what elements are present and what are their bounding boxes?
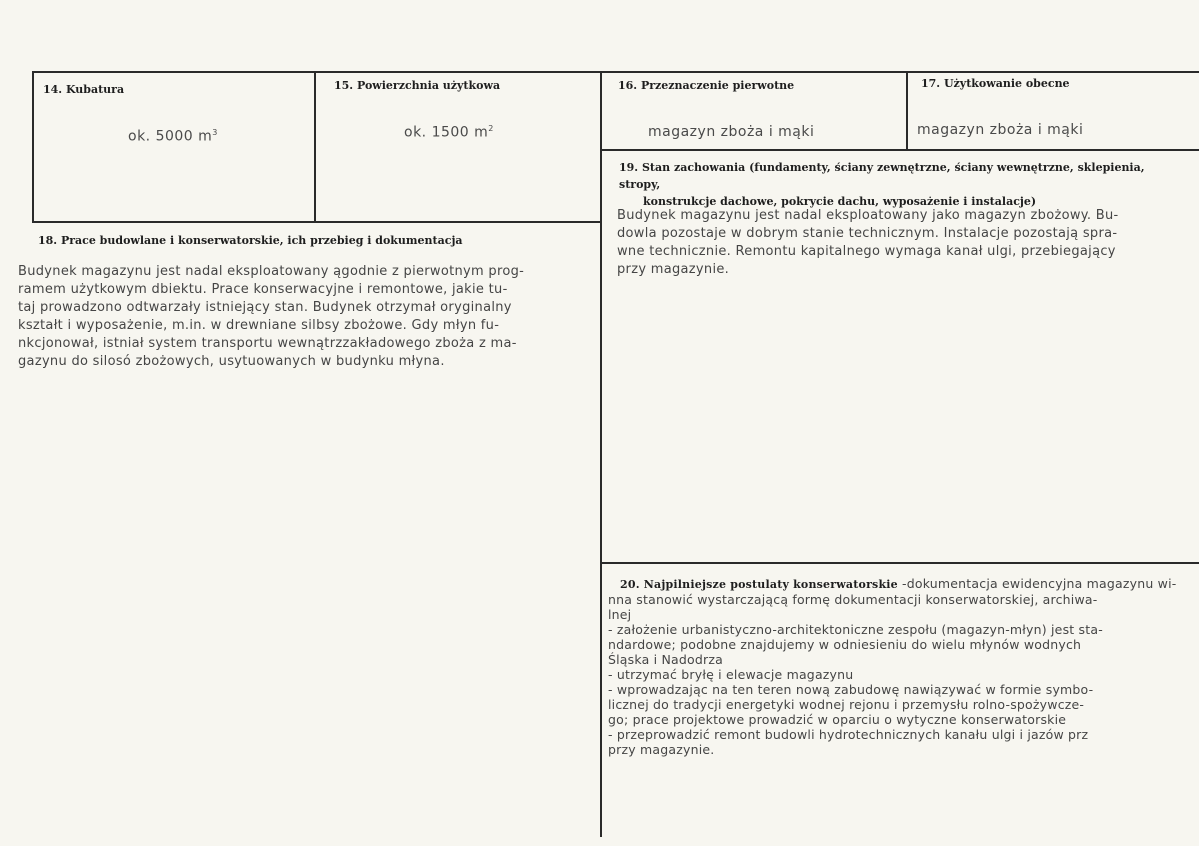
field-19-line: Budynek magazynu jest nadal eksploatowany jako magazyn zbożowy. Bu- <box>617 208 1119 223</box>
line-under-14-15 <box>32 221 602 223</box>
field-20-line: - wprowadzając na ten teren nową zabudowę nawiązywać w formie symbo- <box>608 682 1094 697</box>
line-under-16-17 <box>600 149 1199 151</box>
field-16-label: 16. Przeznaczenie pierwotne <box>618 79 795 92</box>
field-19-line: wne technicznie. Remontu kapitalnego wymaga kanał ulgi, przebiegający <box>617 244 1116 259</box>
divider-14-15 <box>314 71 316 223</box>
field-16-value: magazyn zboża i mąki <box>648 124 815 140</box>
field-14-unit-sup: 3 <box>212 128 218 137</box>
field-15-value <box>404 124 494 141</box>
field-15-value-text: ok. 1500 m <box>404 124 489 141</box>
field-19-line: dowla pozostaje w dobrym stanie technicznym. Instalacje pozostają spra- <box>617 226 1118 241</box>
field-18-line: kształt i wyposażenie, m.in. w drewniane silbsy zbożowe. Gdy młyn fu- <box>18 318 500 333</box>
field-14-value <box>128 128 218 145</box>
field-20-line: - przeprowadzić remont budowli hydrotechnicznych kanału ulgi i jazów prz <box>608 727 1089 742</box>
field-15-unit-sup: 2 <box>488 124 494 133</box>
field-20-line: - założenie urbanistyczno-architektoniczne zespołu (magazyn-młyn) jest sta- <box>608 622 1103 637</box>
field-20-line: Śląska i Nadodrza <box>608 652 723 667</box>
line-above-20 <box>600 562 1199 564</box>
field-20-line: licznej do tradycji energetyki wodnej rejonu i przemysłu rolno-spożywcze- <box>608 697 1085 712</box>
field-20-line: ndardowe; podobne znajdujemy w odniesieniu do wielu młynów wodnych <box>608 637 1082 652</box>
field-18-label: 18. Prace budowlane i konserwatorskie, ich przebieg i dokumentacja <box>38 234 463 247</box>
field-20-line: - utrzymać bryłę i elewacje magazynu <box>608 667 854 682</box>
field-18-line: taj prowadzono odtwarzały istniejący stan. Budynek otrzymał oryginalny <box>18 300 512 315</box>
field-18-line: Budynek magazynu jest nadal eksploatowany ągodnie z pierwotnym prog- <box>18 264 525 279</box>
field-18-line: ramem użytkowym dbiektu. Prace konserwacyjne i remontowe, jakie tu- <box>18 282 508 297</box>
divider-15-16 <box>600 71 602 837</box>
field-14-label: 14. Kubatura <box>43 83 125 96</box>
field-20-line: nna stanowić wystarczającą formę dokumentacji konserwatorskiej, archiwa- <box>608 592 1098 607</box>
field-19-label-line2: konstrukcje dachowe, pokrycie dachu, wyposażenie i instalacje) <box>643 195 1037 208</box>
field-18-line: gazynu do silosó zbożowych, usytuowanych w budynku młyna. <box>18 354 445 369</box>
field-18-text <box>18 263 524 371</box>
field-17-value: magazyn zboża i mąki <box>917 122 1084 138</box>
field-19-text <box>617 207 1119 279</box>
field-20-text <box>608 576 1177 757</box>
field-20-first-line <box>608 576 1177 592</box>
field-20-first-line-text: -dokumentacja ewidencyjna magazynu wi- <box>902 576 1177 591</box>
left-border-line <box>32 71 34 223</box>
field-20-line: przy magazynie. <box>608 742 715 757</box>
divider-16-17 <box>906 71 908 151</box>
field-19-label-line1: 19. Stan zachowania (fundamenty, ściany zewnętrzne, ściany wewnętrzne, sklepienia, stropy, <box>619 161 1145 191</box>
field-18-line: nkcjonował, istniał system transportu wewnątrzzakładowego zboża z ma- <box>18 336 517 351</box>
top-border-line <box>32 71 1199 73</box>
field-15-label: 15. Powierzchnia użytkowa <box>334 79 501 92</box>
field-19-line: przy magazynie. <box>617 262 730 277</box>
field-20-line: lnej <box>608 607 632 622</box>
field-20-label: 20. Najpilniejsze postulaty konserwatorskie <box>620 578 898 591</box>
field-14-value-text: ok. 5000 m <box>128 128 213 145</box>
field-20-line: go; prace projektowe prowadzić w oparciu o wytyczne konserwatorskie <box>608 712 1067 727</box>
field-19-label <box>619 159 1179 210</box>
field-17-label: 17. Użytkowanie obecne <box>921 77 1070 90</box>
